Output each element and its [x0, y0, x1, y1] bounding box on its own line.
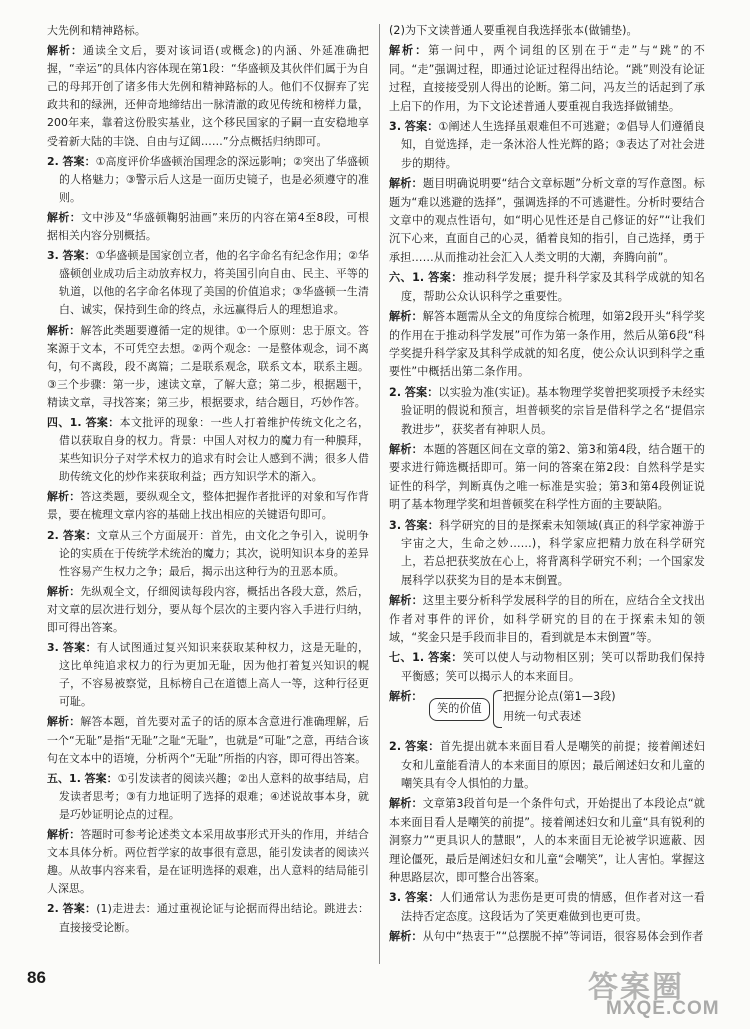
paragraph-text: 推动科学发展；提升科学家及其科学成就的知名度，帮助公众认识科学之重要性。	[401, 271, 705, 303]
answer-label: 答案：	[62, 902, 97, 916]
answer-paragraph	[389, 118, 705, 173]
analysis-paragraph	[389, 795, 705, 887]
answer-paragraph	[389, 889, 705, 926]
watermark-logo: 答案圈	[588, 970, 684, 1005]
answer-label: 答案：	[405, 891, 440, 905]
question-number: 2.	[47, 528, 59, 542]
answer-paragraph	[47, 247, 369, 319]
value-diagram	[389, 688, 705, 730]
answer-paragraph	[47, 153, 369, 207]
analysis-paragraph	[389, 688, 705, 730]
analysis-label: 解析：	[47, 210, 82, 224]
question-number: 七、1.	[389, 651, 425, 665]
answer-paragraph	[47, 414, 369, 486]
analysis-paragraph	[389, 175, 705, 267]
answer-paragraph	[389, 649, 705, 686]
paragraph-text: 解答此类题要遵循一定的规律。①一个原则：忠于原文。答案源于文本，不可凭空去想。②两个观念：一是整体观念，词不离句，句不离段，段不离篇；二是联系观念，联系文本，联系主题。③三个步骤：第一步，速读文章，了解大意；第二步，根据题干，精读文章，寻找答案；第三步，根据要求，结合题目，巧妙作答。	[47, 323, 369, 409]
paragraph-text: 这里主要分析科学发展科学的目的所在，应结合全文找出作者对事件的评价，如科学研究的目的在于探索未知的领域，“奖金只是手段而非目的，看到就是本末倒置”等。	[389, 594, 705, 644]
answer-paragraph	[389, 738, 705, 793]
paragraph-text: 文中涉及“华盛顿鞠躬油画”来历的内容在第4至8段，可根据相关内容分别概括。	[47, 210, 369, 243]
answer-label: 答案：	[404, 120, 439, 134]
paragraph-text: 首先提出就本来面目看人是嘲笑的前提；接着阐述妇女和儿童能看清人的本来面目的原因；最后阐述妇女和儿童的嘲笑具有令人惧怕的力量。	[401, 740, 705, 791]
analysis-paragraph	[47, 488, 369, 524]
analysis-label: 解析：	[47, 323, 81, 337]
analysis-label: 解析：	[389, 44, 429, 58]
paragraph-text: 笑可以使人与动物相区别；笑可以帮助我们保持平衡感；笑可以揭示人的本来面目。	[401, 651, 705, 683]
analysis-label: 解析：	[389, 442, 423, 456]
answer-paragraph	[389, 384, 705, 439]
analysis-paragraph	[47, 583, 369, 637]
answer-paragraph	[47, 527, 369, 581]
analysis-paragraph	[47, 826, 369, 898]
question-number: 2.	[389, 740, 402, 754]
paragraph-text: ①阐述人生选择虽艰难但不可逃避；②倡导人们遵循良知，自觉选择，走一条沐浴人性光辉的路；③表达了对社会进步的期待。	[401, 120, 705, 170]
brace-icon	[493, 690, 502, 728]
answer-label: 答案：	[62, 154, 96, 168]
answer-paragraph	[47, 770, 369, 824]
question-number: 3.	[389, 891, 402, 905]
analysis-label: 解析：	[47, 828, 81, 842]
paragraph-text: 科学研究的目的是探索未知领域(真正的科学家神游于宇宙之大，生命之妙……)，科学家应把精力放在科学研究上，若总把获奖放在心上，将背离科学研究不利；一个国家发展科学以获奖为目的是本末倒置。	[401, 518, 705, 587]
diagram-branch: 把握分论点(第1—3段)	[503, 690, 616, 704]
analysis-label: 解析：	[389, 797, 423, 811]
answer-label: 答案：	[405, 740, 440, 754]
left-column	[47, 22, 369, 939]
diagram-main-box: 笑的价值	[429, 698, 490, 720]
question-number: 六、1.	[389, 271, 425, 285]
analysis-label: 解析：	[389, 690, 423, 704]
analysis-label: 解析：	[47, 715, 81, 729]
paragraph-text: 文章第3段首句是一个条件句式，开始提出了本段论点“就本来面目看人是嘲笑的前提”。接着阐述妇女和儿童“具有锐利的洞察力”“更具识人的慧眼”，人的本来面目无论被学识遮蔽、因理论僵死，最后是阐述妇女和儿童“会嘲笑”，让人害怕。掌握这种思路层次，即可整合出答案。	[389, 797, 705, 885]
analysis-label: 解析：	[389, 594, 423, 608]
answer-label: 答案：	[428, 651, 463, 665]
answer-paragraph	[389, 517, 705, 591]
analysis-paragraph	[47, 42, 369, 151]
question-number: 五、1.	[47, 771, 81, 785]
analysis-paragraph	[47, 209, 369, 245]
question-number: 四、1.	[47, 415, 82, 429]
analysis-paragraph	[47, 322, 369, 412]
text-paragraph	[47, 22, 369, 40]
paragraph-text: 答这类题，要纵观全文，整体把握作者批评的对象和写作背景，要在梳理文章内容的基础上找出相应的关键语句即可。	[47, 490, 369, 522]
answer-label: 答案：	[62, 528, 97, 542]
answer-paragraph	[389, 269, 705, 306]
analysis-label: 解析：	[389, 930, 423, 944]
question-number: 2.	[47, 154, 59, 168]
paragraph-text: 本题的答题区间在文章的第2、第3和第4段，结合题干的要求进行筛选概括即可。第一问的答案在第2段：自然科学是实证性的科学，判断真伪之唯一标准是实验；第3和第4段例证说明了基本物理学奖和坦普顿奖在科学性方面的主要缺陷。	[389, 442, 705, 512]
page-number: 86	[27, 968, 46, 987]
paragraph-text: ①引发读者的阅读兴趣；②出人意料的故事结局，启发读者思考；③有力地证明了选择的艰难；④述说故事本身，就是巧妙证明论点的过程。	[59, 771, 369, 821]
answer-paragraph	[47, 639, 369, 711]
question-number: 3.	[47, 249, 59, 263]
answer-label: 答案：	[428, 271, 463, 285]
analysis-label: 解析：	[47, 584, 81, 598]
answer-label: 答案：	[84, 771, 118, 785]
analysis-paragraph	[389, 592, 705, 647]
question-number: 2.	[47, 902, 59, 916]
analysis-label: 解析：	[47, 490, 81, 504]
answer-label: 答案：	[85, 415, 120, 429]
paragraph-text: 通读全文后，要对该词语(或概念)的内涵、外延准确把握，“幸运”的具体内容体现在第1段：“华盛顿及其伙伴们属于为自己的母邦开创了诸多伟大先例和精神路标的人。他们不仅摒弃了宪政共和的绿洲，还伸奇地缔结出一脉清澈的政见传统和榜样力量，200年来，靠着这份股实基业，这个移民国家的子嗣一直安稳地享受着新大陆的丰饶、自由与辽阔……”分点概括归纳即可。	[47, 44, 369, 148]
question-number: 3.	[47, 641, 59, 655]
analysis-paragraph	[389, 441, 705, 515]
paragraph-text: (1)走进去：通过重视论证与论据而得出结论。跳进去：直接接受论断。	[59, 902, 369, 934]
diagram-branch: 用统一句式表述	[503, 710, 582, 724]
paragraph-text: ①华盛顿是国家创立者，他的名字命名有纪念作用；②华盛顿创业成功后主动放弃权力，将美国引向自由、民主、平等的轨道，以他的名字命名体现了美国的价值追求；③华盛顿一生清白、诚实，保持到生命的终点，永远赢得后人的理想追求。	[59, 249, 370, 317]
analysis-label: 解析：	[389, 177, 423, 191]
paragraph-text: 从句中“热衷于”“总摆脱不掉”等词语，很容易体会到作者	[422, 930, 704, 944]
question-number: 2.	[389, 385, 402, 399]
right-column	[389, 22, 705, 949]
column-divider	[379, 24, 380, 964]
analysis-label: 解析：	[389, 310, 423, 324]
paragraph-text: 以实验为准(实证)。基本物理学奖曾把奖项授予未经实验证明的假说和预言，坦普顿奖的宗旨是借科学之名“提倡宗教进步”，获奖者有神职人员。	[401, 385, 705, 436]
paragraph-text: 有人试图通过复兴知识来获取某种权力，这是无耻的，这比单纯追求权力的行为更加无耻，因为他打着复兴知识的幌子，不容易被察觉，且标榜自己在道德上高人一等，这种行径更可耻。	[59, 641, 370, 709]
answer-label: 答案：	[404, 518, 440, 532]
paragraph-text: 答题时可参考论述类文本采用故事形式开头的作用，并结合文本具体分析。两位哲学家的故事很有意思，能引发读者的阅读兴趣。从故事内容来看，是在证明选择的艰难，出人意料的结局能引人深思。	[47, 828, 369, 896]
answer-label: 答案：	[404, 385, 439, 399]
paragraph-text: 解答本题，首先要对孟子的话的原本含意进行准确理解，后一个“无耻”是指“无耻”之耻“无耻”，也就是“可耻”之意，再结合该句在文本中的语境，分析两个“无耻”所指的内容，即可得出答案。	[47, 715, 369, 765]
question-number: 3.	[389, 518, 402, 532]
paragraph-text: (2)为下文读普通人要重视自我选择张本(做铺垫)。	[389, 24, 638, 37]
answer-label: 答案：	[62, 641, 97, 655]
paragraph-text: 解答本题需从全文的角度综合梳理，如第2段开头“科学奖的作用在于推动科学发展”可作为第一条作用，然后从第6段“科学奖提升科学家及其科学成就的知名度，使公众认识到科学之重要性”中概括出第二条作用。	[389, 310, 705, 379]
paragraph-text: 大先例和精神路标。	[47, 24, 146, 37]
analysis-paragraph	[389, 928, 705, 946]
paragraph-text: 第一问中，两个词组的区别在于“走”与“跳”的不同。“走”强调过程，即通过论证过程得出结论。“跳”则没有论证过程，直接接受别人得出的论断。第二问，冯友兰的话起到了承上启下的作用，为下文论述普通人要重视自我选择做铺垫。	[389, 44, 705, 113]
paragraph-text: 人们通常认为悲伤是更可贵的情感，但作者对这一看法持否定态度。这段话为了笑更难做到也更可贵。	[401, 891, 705, 923]
analysis-paragraph	[389, 308, 705, 382]
answer-paragraph	[47, 900, 369, 936]
paragraph-text: 先纵观全文，仔细阅读每段内容，概括出各段大意，然后，对文章的层次进行划分，要从每个层次的主要内容入手进行归纳，即可得出答案。	[47, 584, 369, 634]
answer-label: 答案：	[62, 249, 96, 263]
watermark-url: MXQE.COM	[606, 998, 720, 1019]
analysis-paragraph	[47, 713, 369, 767]
paragraph-text: 本文批评的现象：一些人打着维护传统文化之名，借以获取自身的权力。背景：中国人对权力的魔力有一种膜拜，某些知识分子对学术权力的追求有时会让人感到不满；很多人借助传统文化的炒作来获取利益；西方知识学术的渐入。	[59, 415, 370, 484]
paragraph-text: 题目明确说明要“结合文章标题”分析文章的写作意图。标题为“难以逃避的选择”，强调选择的不可逃避性。分析时要结合文章中的观点性语句，如“明心见性还是自己修证的好”“让我们沉下心来，直面自己的心灵，循着良知的指引，自己选择，勇于承担……从而推动社会汇入人类文明的大潮，奔腾向前”。	[389, 177, 705, 264]
paragraph-text: ①高度评价华盛顿治国理念的深远影响；②突出了华盛顿的人格魅力；③警示后人这是一面历史镜子，也是必须遵守的准则。	[59, 154, 370, 204]
analysis-label: 解析：	[47, 44, 84, 58]
analysis-paragraph	[389, 42, 705, 116]
text-paragraph	[389, 22, 705, 40]
question-number: 3.	[389, 120, 402, 134]
paragraph-text: 文章从三个方面展开：首先，由文化之争引入，说明争论的实质在于传统学术统治的魔力；其次，说明知识本身的差异性容易产生权力之争；最后，揭示出这种行为的丑恶本质。	[59, 528, 370, 578]
